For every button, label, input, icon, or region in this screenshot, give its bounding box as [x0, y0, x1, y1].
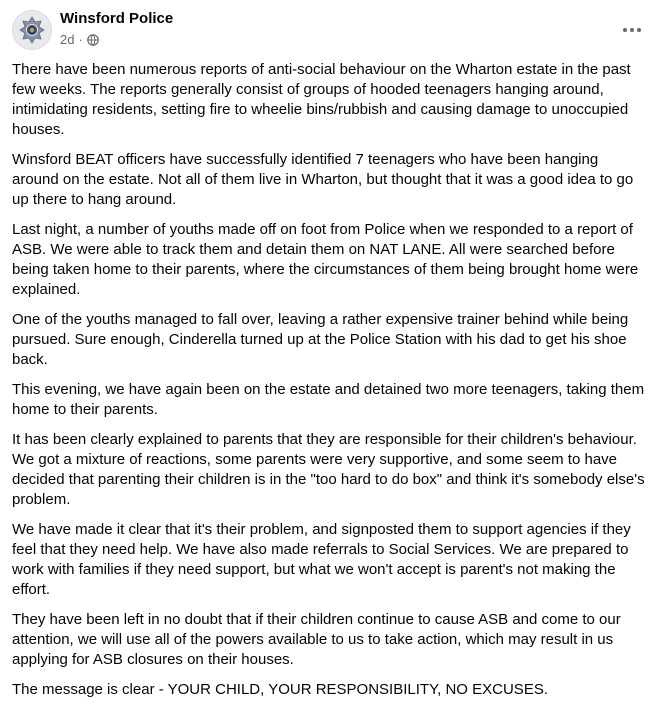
more-options-icon [622, 27, 642, 33]
post-paragraph: The message is clear - YOUR CHILD, YOUR RESPONSIBILITY, NO EXCUSES. [12, 681, 548, 698]
post-paragraph: They have been left in no doubt that if their children continue to cause ASB and come to our attention, we will use all of the powers available to us to take action, which may result in us applying for ASB closures on their houses. [12, 611, 621, 668]
post-paragraph: Winsford BEAT officers have successfully identified 7 teenagers who have been hanging around on the estate. Not all of them live in Wharton, but thought that it was a good idea to go up there to hang around. [12, 151, 634, 208]
post-body [12, 60, 646, 710]
globe-icon [87, 34, 99, 46]
post-paragraph: There have been numerous reports of anti-social behaviour on the Wharton estate in the past few weeks. The reports generally consist of groups of hooded teenagers hanging around, intimidating residents, setting fire to wheelie bins/rubbish and causing damage to unoccupied houses. [12, 61, 631, 138]
post-paragraph: It has been clearly explained to parents that they are responsible for their children's behaviour. We got a mixture of reactions, some parents were very supportive, and some seem to have decided that parenting their children is in the "too hard to do box" and think it's somebody else's problem. [12, 431, 645, 508]
meta-separator: · [78, 32, 83, 47]
post-paragraph: Last night, a number of youths made off on foot from Police when we responded to a report of ASB. We were able to track them and detain them on NAT LANE. All were searched before being taken home to their parents, where the circumstances of them being brought home were explained. [12, 221, 639, 298]
more-options-button[interactable] [616, 14, 648, 46]
post-meta [60, 32, 99, 47]
post-paragraph: One of the youths managed to fall over, leaving a rather expensive trainer behind while being pursued. Sure enough, Cinderella turned up at the Police Station with his dad to get his shoe back. [12, 311, 629, 368]
avatar[interactable] [12, 10, 52, 50]
post-paragraph: We have made it clear that it's their problem, and signposted them to support agencies if they feel that they need help. We have also made referrals to Social Services. We are prepared to work with families if they need support, but what we won't accept is parent's not making the effort. [12, 521, 631, 598]
post-paragraph: This evening, we have again been on the estate and detained two more teenagers, taking them home to their parents. [12, 381, 645, 418]
police-badge-icon [13, 11, 51, 49]
post-header [12, 8, 648, 52]
post-time[interactable]: 2d [60, 32, 75, 47]
page-name[interactable]: Winsford Police [60, 10, 174, 27]
